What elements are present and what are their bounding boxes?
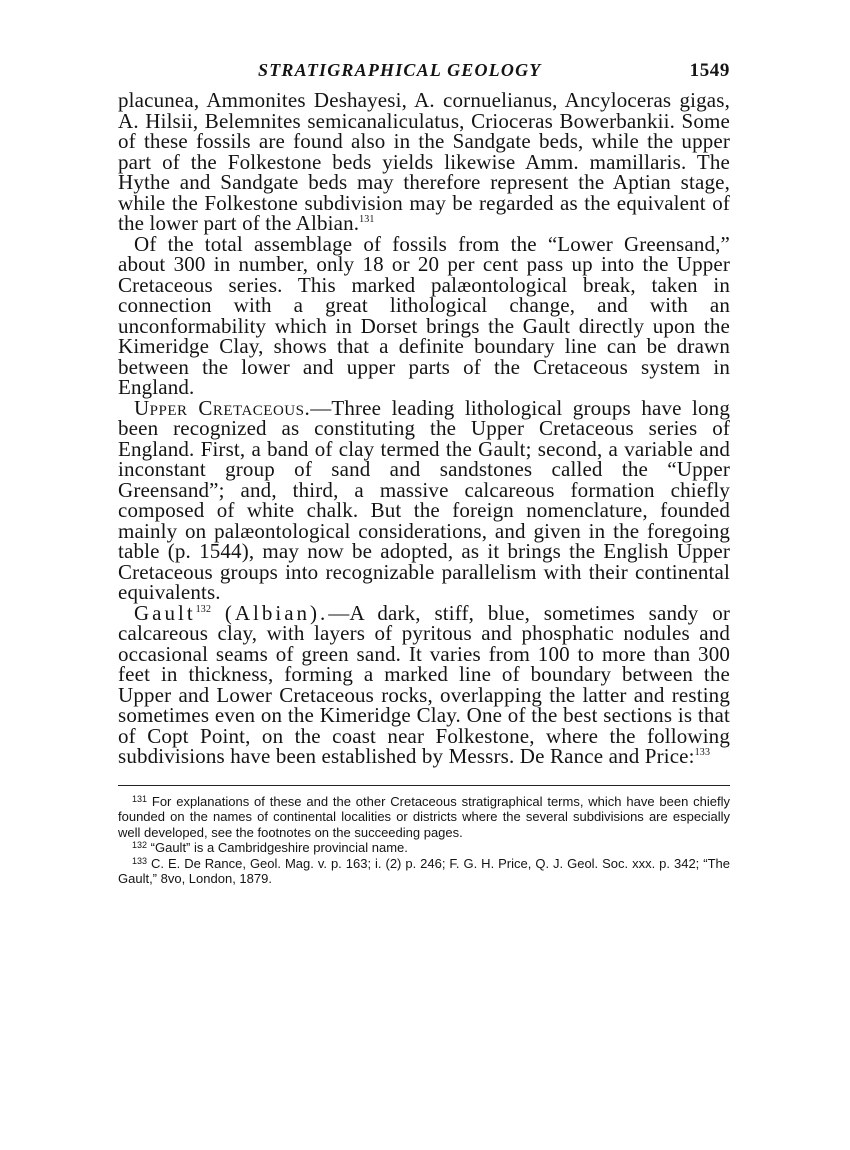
footnote-ref-133: 133	[694, 747, 711, 758]
running-head	[118, 60, 730, 90]
stage-albian: (Albian).	[224, 600, 329, 625]
footnote-ref-131: 131	[359, 214, 375, 225]
section-heading-upper-cretaceous: Upper Cretaceous.	[134, 395, 311, 420]
paragraph-aptian-fossils	[118, 90, 730, 234]
paragraph-palaeontological-break	[118, 231, 730, 399]
footnote-number: 131	[132, 793, 148, 804]
footnote-number: 132	[132, 840, 148, 851]
term-gault: Gault	[134, 600, 196, 625]
body-text	[118, 90, 730, 767]
footnote-text: C. E. De Rance, Geol. Mag. v. p. 163; i. (2) p. 246; F. G. H. Price, Q. J. Geol. Soc. xxx. p. 342; “The Gault,” 8vo, London, 1879.	[118, 855, 730, 887]
footnote-text: For explanations of these and the other Cretaceous stratigraphical terms, which have been chiefly founded on the names of continental localities or districts where the several subdivisions are especially well developed, see the footnotes on the succeeding pages.	[118, 793, 730, 840]
footnote-132	[118, 840, 730, 856]
paragraph-text: —A dark, stiff, blue, sometimes sandy or calcareous clay, with layers of pyritous and phosphatic nodules and occasional seams of green sand. It varies from 100 to more than 300 feet in thickness, forming a marked line of boundary between the Upper and Lower Cretaceous rocks, overlapping the latter and resting sometimes even on the Kimeridge Clay. One of the best sections is that of Copt Point, on the coast near Folkestone, where the following subdivisions have been established by Messrs. De Rance and Price:	[118, 600, 730, 768]
page-number: 1549	[689, 60, 730, 81]
paragraph-text: —Three leading lithological groups have long been recognized as constituting the Upper Cretaceous series of England. First, a band of clay termed the Gault; second, a variable and inconstant group of sand and sandstones called the “Upper Greensand”; and, third, a massive calcareous formation chiefly composed of white chalk. But the foreign nomenclature, founded mainly on palæontological considerations, and given in the foregoing table (p. 1544), may now be adopted, as it brings the English Upper Cretaceous groups into recognizable parallelism with their continental equivalents.	[118, 395, 730, 604]
footnote-ref-132: 132	[195, 603, 212, 615]
footnote-text: “Gault” is a Cambridgeshire provincial name.	[150, 840, 408, 856]
footnote-number: 133	[132, 855, 148, 866]
paragraph-gault	[118, 600, 730, 768]
footnote-divider	[118, 785, 730, 786]
footnote-133	[118, 856, 730, 887]
footnote-131	[118, 794, 730, 841]
paragraph-upper-cretaceous	[118, 395, 730, 604]
paragraph-text: placunea, Ammonites Deshayesi, A. cornuelianus, Ancyloceras gigas, A. Hilsii, Belemnites semicanaliculatus, Crioceras Bowerbankii. Some of these fossils are found also in the Sandgate beds, while the upper part of the Folkestone beds yields likewise Amm. mamillaris. The Hythe and Sandgate beds may therefore represent the Aptian stage, while the Folkestone subdivision may be regarded as the equivalent of the lower part of the Albian.	[118, 88, 730, 235]
running-title: STRATIGRAPHICAL GEOLOGY	[258, 60, 542, 80]
paragraph-text: Of the total assemblage of fossils from the “Lower Greensand,” about 300 in number, only 18 or 20 per cent pass up into the Upper Cretaceous series. This marked palæontological break, taken in connection with a great lithological change, and with an unconformability which in Dorset brings the Gault directly upon the Kimeridge Clay, shows that a definite boundary line can be drawn between the lower and upper parts of the Cretaceous system in England.	[118, 231, 730, 399]
book-page	[118, 60, 730, 887]
footnotes	[118, 794, 730, 888]
